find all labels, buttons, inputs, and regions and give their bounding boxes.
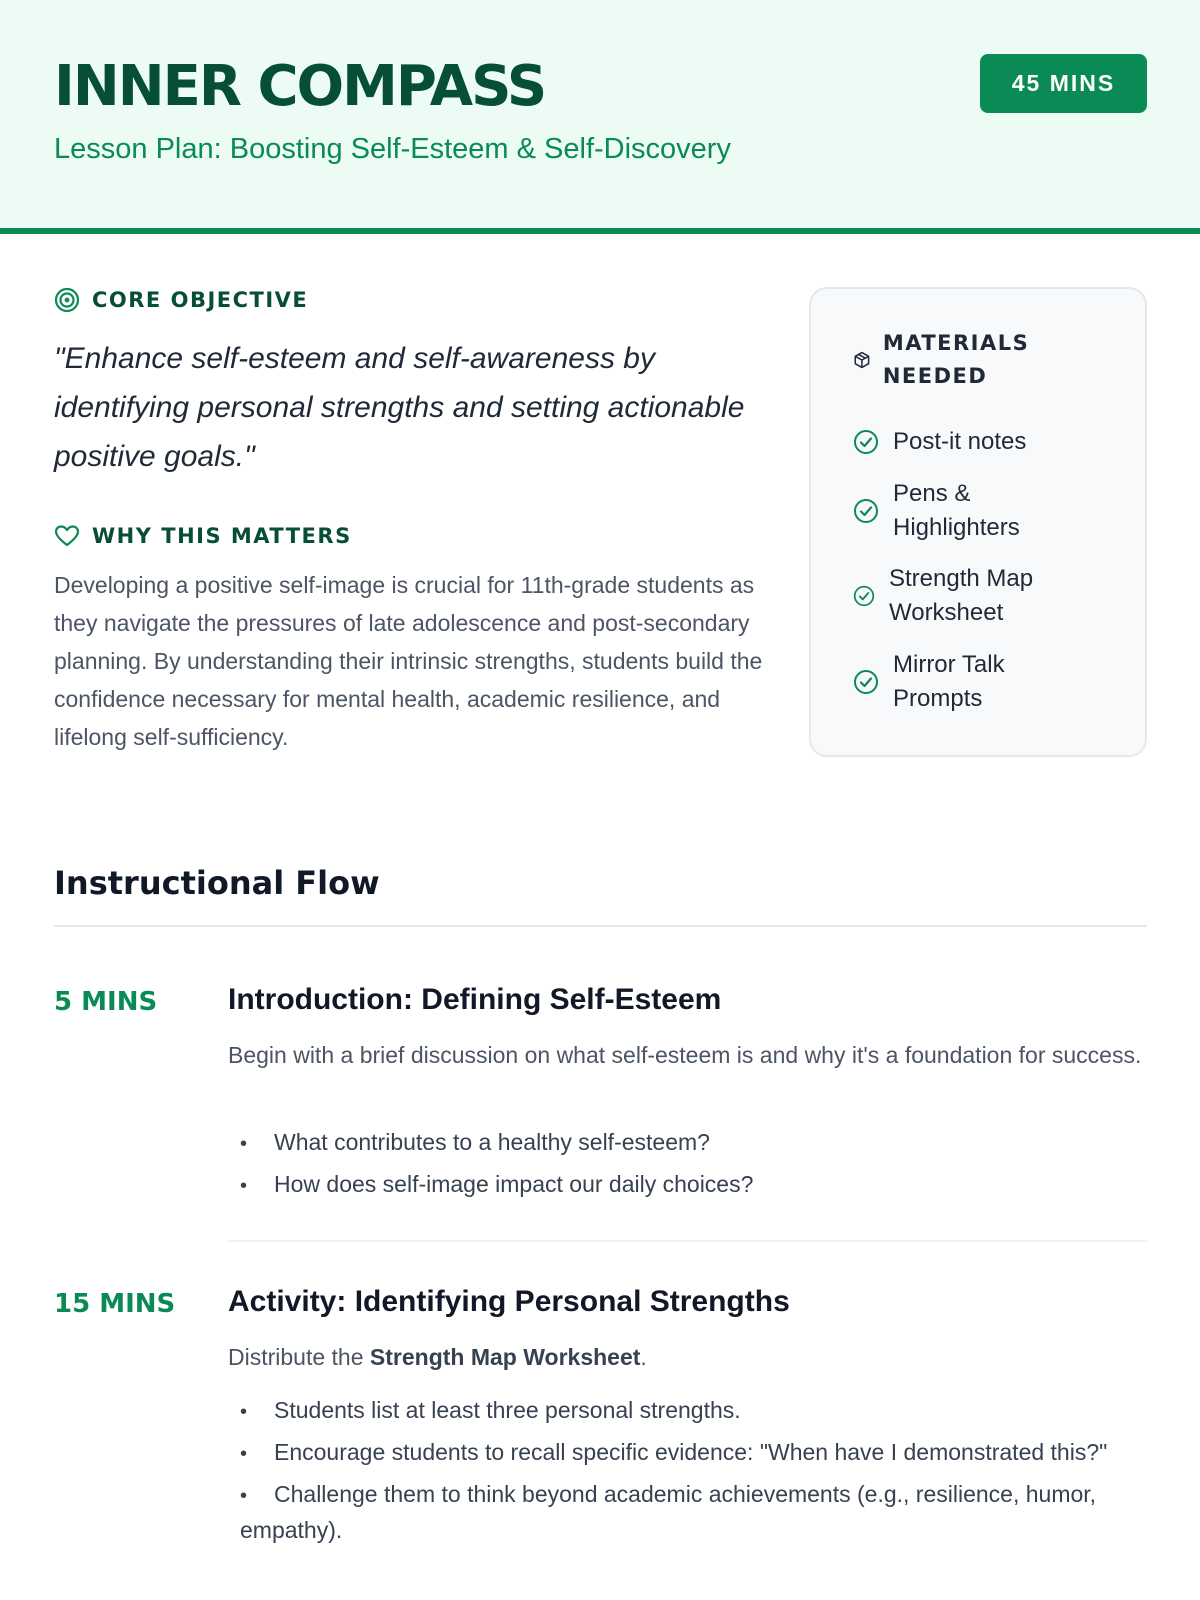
check-circle-icon bbox=[853, 429, 879, 455]
duration-badge: 45 MINS bbox=[980, 54, 1147, 113]
check-circle-icon bbox=[853, 669, 879, 695]
list-item: • Students list at least three personal strengths. bbox=[240, 1397, 741, 1423]
description-prefix: Distribute the bbox=[228, 1344, 370, 1370]
why-matters-text: Developing a positive self-image is crucial for 11th-grade students as they navigate the pressures of late adolescence and post-secondary planning. By understanding their intrinsic strengths, students build the confidence necessary for mental health, academic resilience, and lifelong self-sufficiency. bbox=[54, 572, 763, 750]
step-time: 15 MINS bbox=[54, 1289, 176, 1319]
list-item: • Challenge them to think beyond academic achievements (e.g., resilience, humor, empathy). bbox=[240, 1481, 1097, 1543]
heart-icon bbox=[54, 524, 80, 548]
bullet-text: Students list at least three personal strengths. bbox=[274, 1397, 741, 1423]
step-title: Activity: Identifying Personal Strengths bbox=[228, 1285, 790, 1318]
section-divider bbox=[54, 925, 1147, 927]
core-objective-heading bbox=[54, 287, 308, 313]
material-item bbox=[853, 648, 1053, 716]
description-suffix: . bbox=[640, 1344, 647, 1370]
step-bullet-list bbox=[240, 1393, 1140, 1553]
step-description: Begin with a brief discussion on what self-esteem is and why it's a foundation for success. bbox=[228, 1042, 1142, 1068]
box-icon bbox=[853, 349, 871, 371]
step-bullet-list bbox=[240, 1125, 1140, 1209]
core-objective-label: CORE OBJECTIVE bbox=[92, 288, 309, 312]
why-matters-heading bbox=[54, 524, 352, 548]
page-subtitle: Lesson Plan: Boosting Self-Esteem & Self-Discovery bbox=[54, 133, 731, 165]
materials-card bbox=[809, 287, 1147, 757]
material-item bbox=[853, 425, 1053, 459]
material-item bbox=[853, 477, 1053, 545]
list-item: • What contributes to a healthy self-esteem? bbox=[240, 1129, 710, 1155]
check-circle-icon bbox=[853, 498, 879, 524]
instructional-flow-title: Instructional Flow bbox=[54, 864, 380, 902]
list-item: • Encourage students to recall specific evidence: "When have I demonstrated this?" bbox=[240, 1439, 1108, 1465]
target-icon bbox=[54, 287, 80, 313]
lesson-header bbox=[0, 0, 1200, 234]
list-item: • How does self-image impact our daily choices? bbox=[240, 1171, 754, 1197]
page-title: INNER COMPASS bbox=[54, 54, 546, 119]
material-label: Mirror Talk Prompts bbox=[893, 651, 1005, 712]
bullet-text: What contributes to a healthy self-esteem? bbox=[274, 1129, 710, 1155]
bullet-text: Challenge them to think beyond academic achievements (e.g., resilience, humor, empathy). bbox=[240, 1481, 1097, 1543]
worksheet-name: Strength Map Worksheet bbox=[369, 1344, 641, 1370]
material-label: Post-it notes bbox=[893, 428, 1027, 455]
objective-quote: "Enhance self-esteem and self-awareness by identifying personal strengths and setting actionable positive goals." bbox=[54, 342, 745, 473]
bullet-text: Encourage students to recall specific evidence: "When have I demonstrated this?" bbox=[274, 1439, 1108, 1465]
material-label: Strength Map Worksheet bbox=[889, 565, 1034, 626]
step-description bbox=[228, 1340, 1148, 1374]
step-time: 5 MINS bbox=[54, 987, 158, 1017]
step-divider bbox=[228, 1240, 1147, 1242]
step-title: Introduction: Defining Self-Esteem bbox=[228, 983, 722, 1016]
materials-label: MATERIALS NEEDED bbox=[882, 331, 1030, 388]
material-item bbox=[853, 562, 1049, 630]
bullet-text: How does self-image impact our daily choices? bbox=[274, 1171, 754, 1197]
material-label: Pens & Highlighters bbox=[893, 480, 1020, 541]
why-matters-label: WHY THIS MATTERS bbox=[92, 524, 352, 548]
materials-heading bbox=[853, 327, 1093, 393]
check-circle-icon bbox=[853, 585, 875, 607]
